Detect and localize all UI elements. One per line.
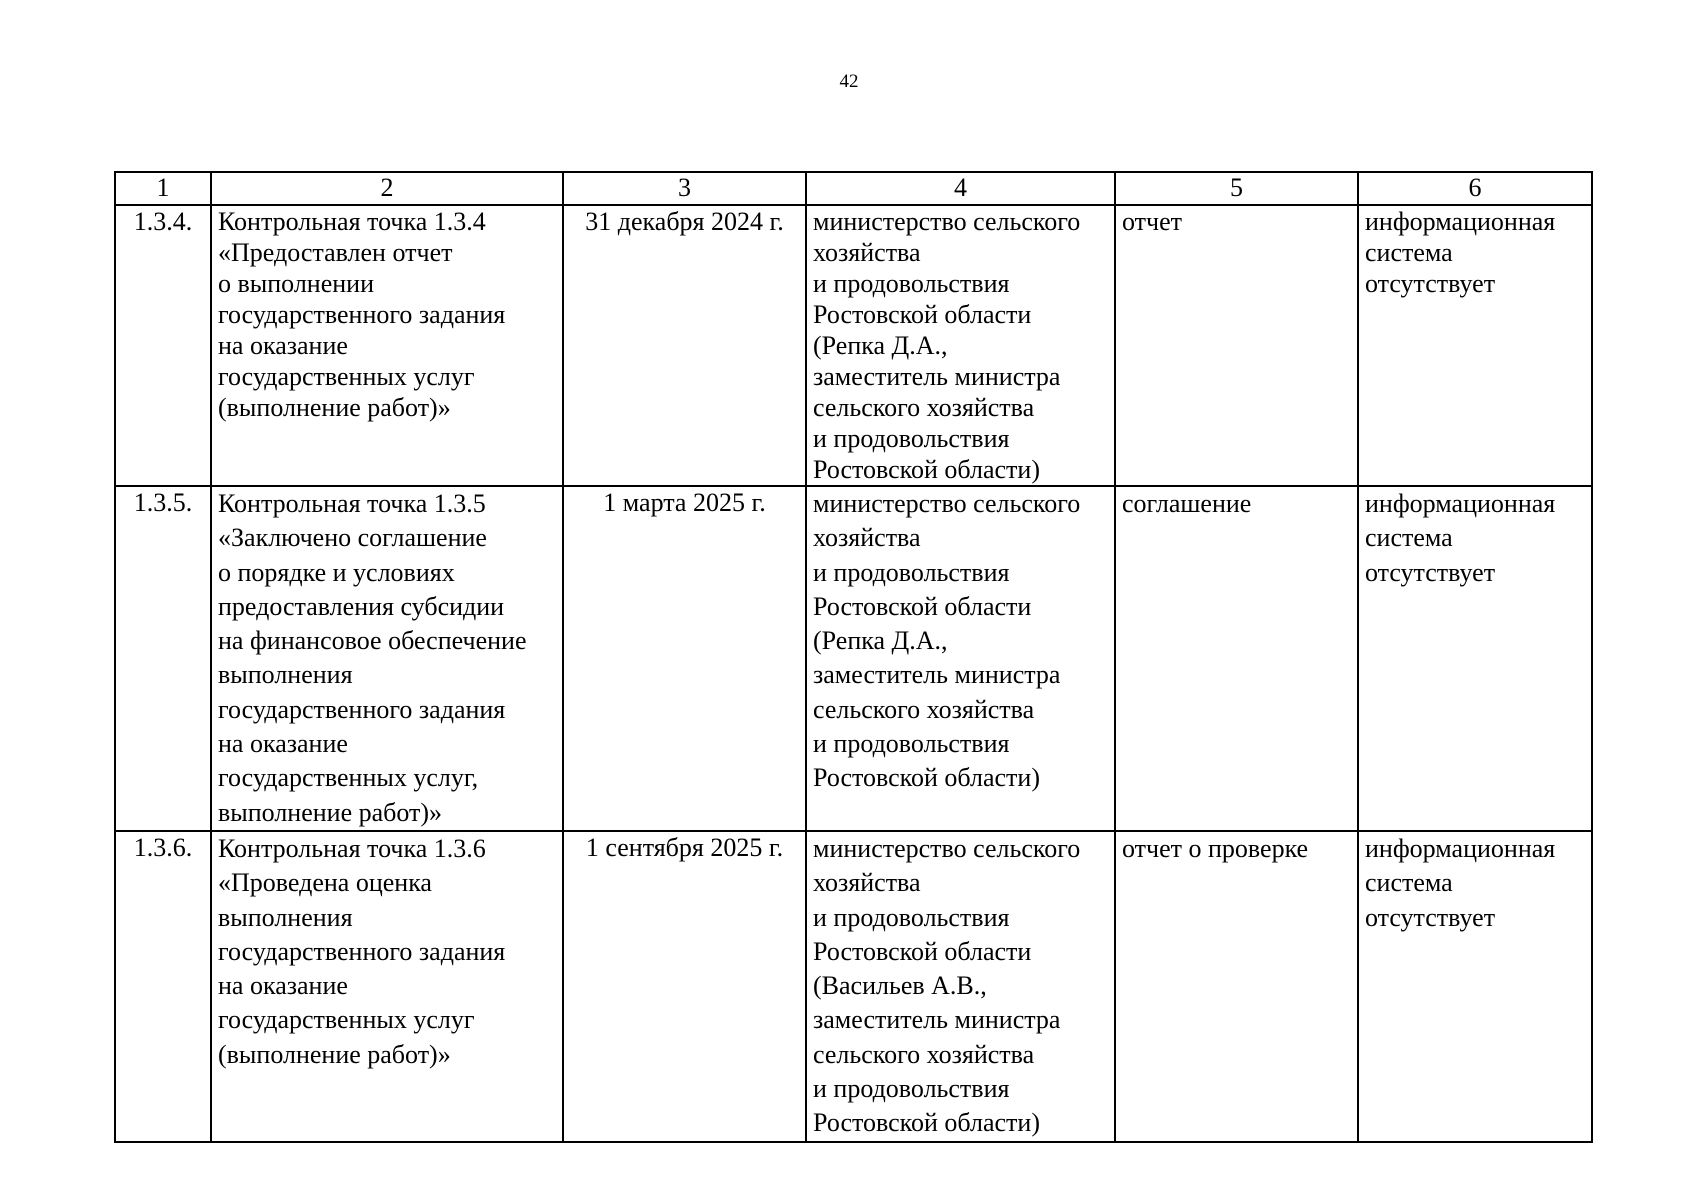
system-line: информационная: [1365, 833, 1556, 863]
responsible-line: (Репка Д.А.,: [813, 626, 948, 656]
responsible-line: (Васильев А.В.,: [813, 971, 987, 1001]
responsible-line: заместитель министра: [813, 362, 1061, 391]
header-row: [115, 172, 1592, 205]
header-cell-3: 3: [563, 172, 806, 205]
responsible-line: заместитель министра: [813, 1005, 1061, 1035]
title-line: на финансовое обеспечение: [218, 626, 527, 656]
system-line: система: [1365, 868, 1453, 898]
responsible-line: и продовольствия: [813, 1074, 1010, 1104]
document-type: [1115, 831, 1358, 1142]
table-row: [115, 205, 1592, 486]
responsible-line: Ростовской области: [813, 300, 1032, 329]
title-line: государственных услуг,: [218, 763, 479, 793]
responsible-executor: [806, 205, 1115, 486]
responsible-line: Ростовской области): [813, 1108, 1040, 1138]
document-type: [1115, 486, 1358, 831]
title-line: на оказание: [218, 331, 348, 360]
responsible-line: министерство сельского: [813, 833, 1081, 863]
title-line: (выполнение работ)»: [218, 1039, 451, 1069]
title-line: предоставления субсидии: [218, 591, 505, 621]
deadline-date: 1 сентября 2025 г.: [563, 831, 806, 1142]
title-line: (выполнение работ)»: [218, 393, 451, 422]
responsible-line: заместитель министра: [813, 660, 1061, 690]
header-cell-4: 4: [806, 172, 1115, 205]
responsible-line: Ростовской области: [813, 591, 1032, 621]
responsible-line: Ростовской области): [813, 763, 1040, 793]
system-line: система: [1365, 523, 1453, 553]
responsible-line: сельского хозяйства: [813, 1039, 1035, 1069]
responsible-line: хозяйства: [813, 523, 921, 553]
responsible-line: хозяйства: [813, 238, 921, 267]
title-line: государственных услуг: [218, 362, 475, 391]
title-line: Контрольная точка 1.3.5: [218, 489, 486, 518]
responsible-line: и продовольствия: [813, 424, 1010, 453]
document-text: отчет о проверке: [1122, 833, 1309, 863]
page-number: [0, 70, 1698, 94]
header-cell-1: 1: [115, 172, 211, 205]
responsible-line: и продовольствия: [813, 902, 1010, 932]
row-number: 1.3.5.: [115, 486, 211, 831]
title-line: Контрольная точка 1.3.6: [218, 833, 486, 863]
responsible-line: Ростовской области): [813, 455, 1040, 484]
title-line: на оказание: [218, 971, 348, 1001]
title-line: государственных услуг: [218, 1005, 475, 1035]
system-line: отсутствует: [1365, 269, 1496, 298]
table-row: [115, 486, 1592, 831]
title-line: государственного задания: [218, 300, 506, 329]
responsible-line: и продовольствия: [813, 557, 1010, 587]
title-line: государственного задания: [218, 694, 506, 724]
document-text: соглашение: [1122, 489, 1252, 518]
title-line: «Заключено соглашение: [218, 523, 487, 553]
title-line: о порядке и условиях: [218, 557, 455, 587]
title-line: о выполнении: [218, 269, 374, 298]
page-number-text: 42: [839, 71, 859, 92]
responsible-line: (Репка Д.А.,: [813, 331, 948, 360]
control-points-table: [114, 171, 1593, 1143]
responsible-line: министерство сельского: [813, 489, 1081, 518]
title-line: Контрольная точка 1.3.4: [218, 207, 486, 236]
responsible-line: сельского хозяйства: [813, 694, 1035, 724]
responsible-line: хозяйства: [813, 868, 921, 898]
responsible-executor: [806, 831, 1115, 1142]
information-system: [1358, 486, 1592, 831]
responsible-line: сельского хозяйства: [813, 393, 1035, 422]
system-line: информационная: [1365, 489, 1556, 518]
title-line: «Предоставлен отчет: [218, 238, 453, 267]
responsible-line: и продовольствия: [813, 269, 1010, 298]
table-row: [115, 831, 1592, 1142]
control-point-title: [211, 831, 563, 1142]
system-line: отсутствует: [1365, 557, 1496, 587]
title-line: государственного задания: [218, 936, 506, 966]
row-number: 1.3.6.: [115, 831, 211, 1142]
system-line: система: [1365, 238, 1453, 267]
title-line: выполнения: [218, 660, 353, 690]
deadline-date: 31 декабря 2024 г.: [563, 205, 806, 486]
title-line: на оказание: [218, 729, 348, 759]
responsible-line: министерство сельского: [813, 207, 1081, 236]
row-number: 1.3.4.: [115, 205, 211, 486]
header-cell-5: 5: [1115, 172, 1358, 205]
information-system: [1358, 205, 1592, 486]
control-point-title: [211, 486, 563, 831]
header-cell-2: 2: [211, 172, 563, 205]
responsible-executor: [806, 486, 1115, 831]
header-cell-6: 6: [1358, 172, 1592, 205]
document-type: [1115, 205, 1358, 486]
information-system: [1358, 831, 1592, 1142]
responsible-line: и продовольствия: [813, 729, 1010, 759]
document-text: отчет: [1122, 207, 1182, 236]
title-line: «Проведена оценка: [218, 868, 432, 898]
system-line: информационная: [1365, 207, 1556, 236]
deadline-date: 1 марта 2025 г.: [563, 486, 806, 831]
title-line: выполнения: [218, 902, 353, 932]
system-line: отсутствует: [1365, 902, 1496, 932]
control-point-title: [211, 205, 563, 486]
responsible-line: Ростовской области: [813, 936, 1032, 966]
title-line: выполнение работ)»: [218, 797, 443, 827]
